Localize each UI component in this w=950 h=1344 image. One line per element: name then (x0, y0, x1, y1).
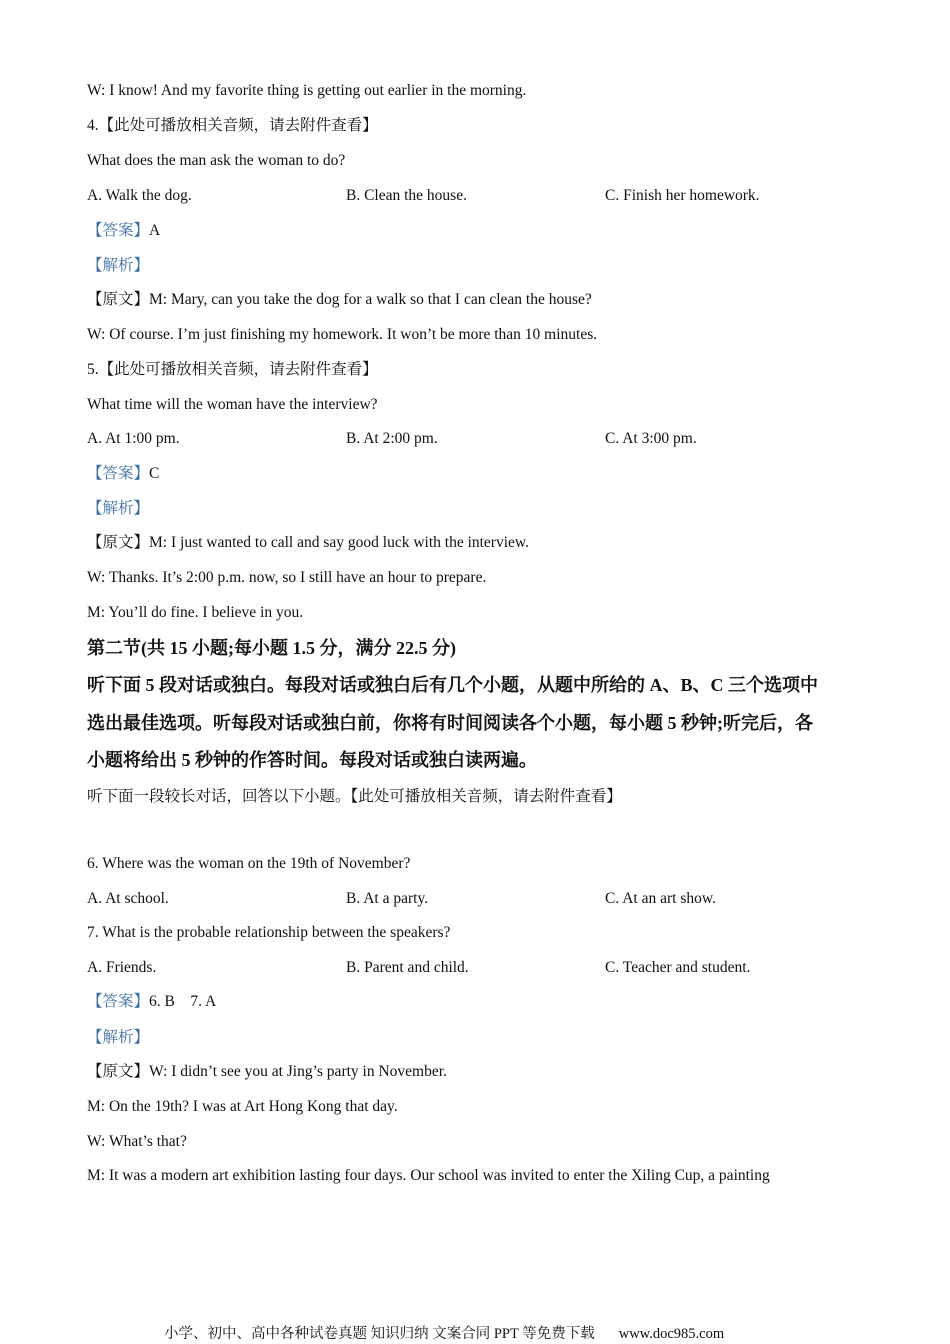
option-a: A. At school. (87, 890, 169, 907)
option-a: A. At 1:00 pm. (87, 430, 180, 447)
analysis-label: 【解析】 (87, 257, 150, 274)
audio-note: 【此处可播放相关音频，请去附件查看】 (98, 361, 378, 378)
option-a: A. Friends. (87, 959, 157, 976)
dialog-line: M: I just wanted to call and say good luck with the interview. (149, 534, 529, 551)
dialog-line: W: I know! And my favorite thing is getting out earlier in the morning. (87, 82, 527, 99)
dialog-intro: 听下面一段较长对话，回答以下小题。【此处可播放相关音频，请去附件查看】 (87, 788, 622, 805)
question-6-text: 6. Where was the woman on the 19th of November? (87, 855, 411, 872)
dialog-line: M: It was a modern art exhibition lasting four days. Our school was invited to enter the Xiling Cup, a painting (87, 1167, 770, 1184)
option-b: B. Clean the house. (346, 187, 467, 204)
option-b: B. At 2:00 pm. (346, 430, 438, 447)
answer-label: 【答案】 (87, 222, 150, 239)
original-label: 【原文】 (87, 534, 150, 551)
page-footer (164, 1325, 724, 1343)
dialog-line: M: On the 19th? I was at Art Hong Kong that day. (87, 1098, 398, 1115)
question-5-header (87, 360, 378, 380)
original-label: 【原文】 (87, 1063, 150, 1080)
option-a: A. Walk the dog. (87, 187, 192, 204)
question-number: 4. (87, 117, 99, 134)
option-c: C. Finish her homework. (605, 187, 760, 204)
question-7-text: 7. What is the probable relationship between the speakers? (87, 924, 451, 941)
option-b: B. Parent and child. (346, 959, 469, 976)
section-2-instructions: 听下面 5 段对话或独白。每段对话或独白后有几个小题，从题中所给的 A、B、C 三个选项中 (87, 675, 818, 695)
section-2-instructions: 选出最佳选项。听每段对话或独白前，你将有时间阅读各个小题，每小题 5 秒钟;听完后，各 (87, 713, 813, 733)
question-6-7-answer (87, 992, 216, 1012)
dialog-line: M: You’ll do fine. I believe in you. (87, 604, 304, 621)
option-c: C. At 3:00 pm. (605, 430, 697, 447)
answer-label: 【答案】 (87, 993, 150, 1010)
question-4-text: What does the man ask the woman to do? (87, 152, 346, 169)
option-b: B. At a party. (346, 890, 429, 907)
analysis-label: 【解析】 (87, 1029, 150, 1046)
footer-text: 小学、初中、高中各种试卷真题 知识归纳 文案合同 PPT 等免费下载 (164, 1326, 595, 1342)
dialog-line: W: What’s that? (87, 1133, 187, 1150)
option-c: C. At an art show. (605, 890, 716, 907)
dialog-line: W: I didn’t see you at Jing’s party in November. (149, 1063, 447, 1080)
dialog-line: M: Mary, can you take the dog for a walk so that I can clean the house? (149, 291, 592, 308)
dialog-line: W: Of course. I’m just finishing my homework. It won’t be more than 10 minutes. (87, 326, 598, 343)
footer-link[interactable]: www.doc985.com (618, 1326, 725, 1342)
answer-value: A (149, 222, 161, 239)
question-number: 5. (87, 361, 99, 378)
original-text (87, 1062, 447, 1082)
original-text (87, 533, 529, 553)
question-4-header (87, 116, 378, 136)
question-4-answer (87, 221, 160, 241)
question-5-answer (87, 464, 159, 484)
answer-value: 6. B 7. A (149, 993, 217, 1010)
dialog-line: W: Thanks. It’s 2:00 p.m. now, so I still have an hour to prepare. (87, 569, 487, 586)
answer-value: C (149, 465, 160, 482)
option-c: C. Teacher and student. (605, 959, 751, 976)
section-2-instructions: 小题将给出 5 秒钟的作答时间。每段对话或独白读两遍。 (87, 750, 537, 770)
audio-note: 【此处可播放相关音频，请去附件查看】 (98, 117, 378, 134)
question-5-text: What time will the woman have the interview? (87, 396, 378, 413)
answer-label: 【答案】 (87, 465, 150, 482)
original-label: 【原文】 (87, 291, 150, 308)
original-text (87, 290, 592, 310)
section-2-title: 第二节(共 15 小题;每小题 1.5 分，满分 22.5 分) (87, 638, 456, 658)
analysis-label: 【解析】 (87, 500, 150, 517)
